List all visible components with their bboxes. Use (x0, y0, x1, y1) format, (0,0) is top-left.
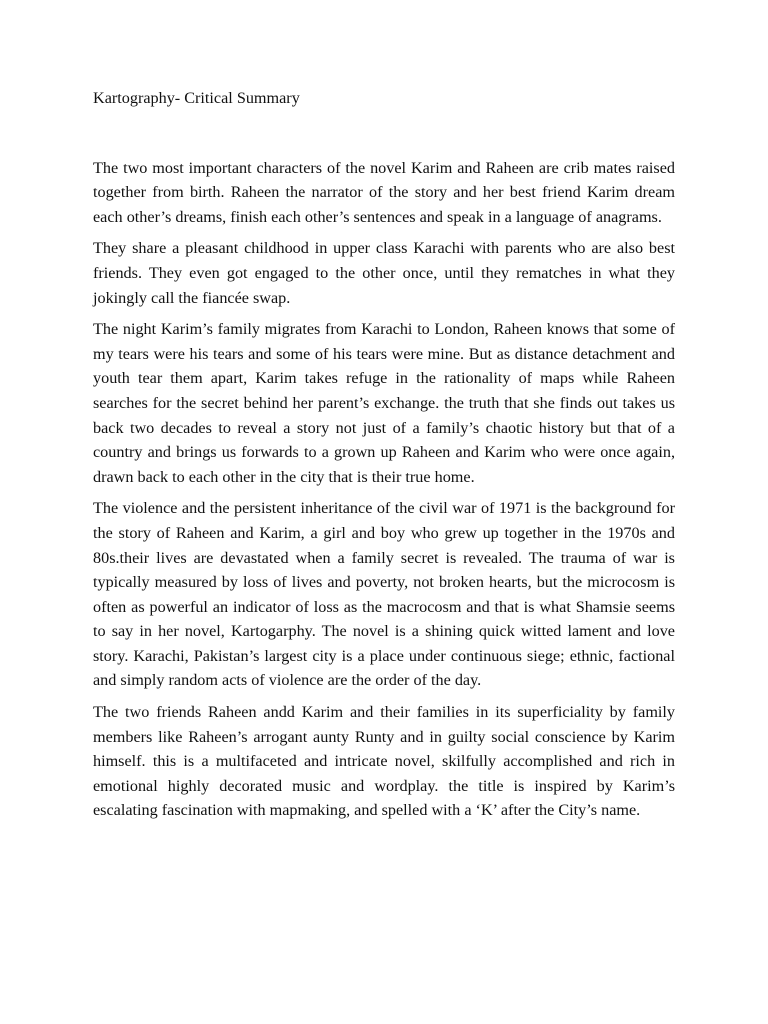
paragraph-1: The two most important characters of the novel Karim and Raheen are crib mates raised together from birth. Raheen the narrator of the story and her best friend Karim dream each other’s dreams, finish each other’s sentences and speak in a language of anagrams. (93, 158, 675, 226)
paragraph-2: They share a pleasant childhood in upper class Karachi with parents who are also best friends. They even got engaged to the other once, until they rematches in what they jokingly call the fiancée swap. (93, 239, 675, 307)
document-title: Kartography- Critical Summary (93, 89, 300, 107)
paragraph-5: The two friends Raheen andd Karim and their families in its superficiality by family members like Raheen’s arrogant aunty Runty and in guilty social conscience by Karim himself. this is a multifaceted and intricate novel, skilfully accomplished and rich in emotional highly decorated music and wordplay. the title is inspired by Karim’s escalating fascination with mapmaking, and spelled with a ‘K’ after the City’s name. (93, 703, 675, 820)
paragraph-3: The night Karim’s family migrates from Karachi to London, Raheen knows that some of my tears were his tears and some of his tears were mine. But as distance detachment and youth tear them apart, Karim takes refuge in the rationality of maps while Raheen searches for the secret behind her parent’s exchange. the truth that she finds out takes us back two decades to reveal a story not just of a family’s chaotic history but that of a country and brings us forwards to a grown up Raheen and Karim who were once again, drawn back to each other in the city that is their true home. (93, 320, 675, 486)
document-body (93, 86, 675, 830)
paragraph-4: The violence and the persistent inheritance of the civil war of 1971 is the background for the story of Raheen and Karim, a girl and boy who grew up together in the 1970s and 80s.their lives are devastated when a family secret is revealed. The trauma of war is typically measured by loss of lives and poverty, not broken hearts, but the microcosm is often as powerful an indicator of loss as the macrocosm and that is what Shamsie seems to say in her novel, Kartogarphy. The novel is a shining quick witted lament and love story. Karachi, Pakistan’s largest city is a place under continuous siege; ethnic, factional and simply random acts of violence are the order of the day. (93, 499, 675, 690)
